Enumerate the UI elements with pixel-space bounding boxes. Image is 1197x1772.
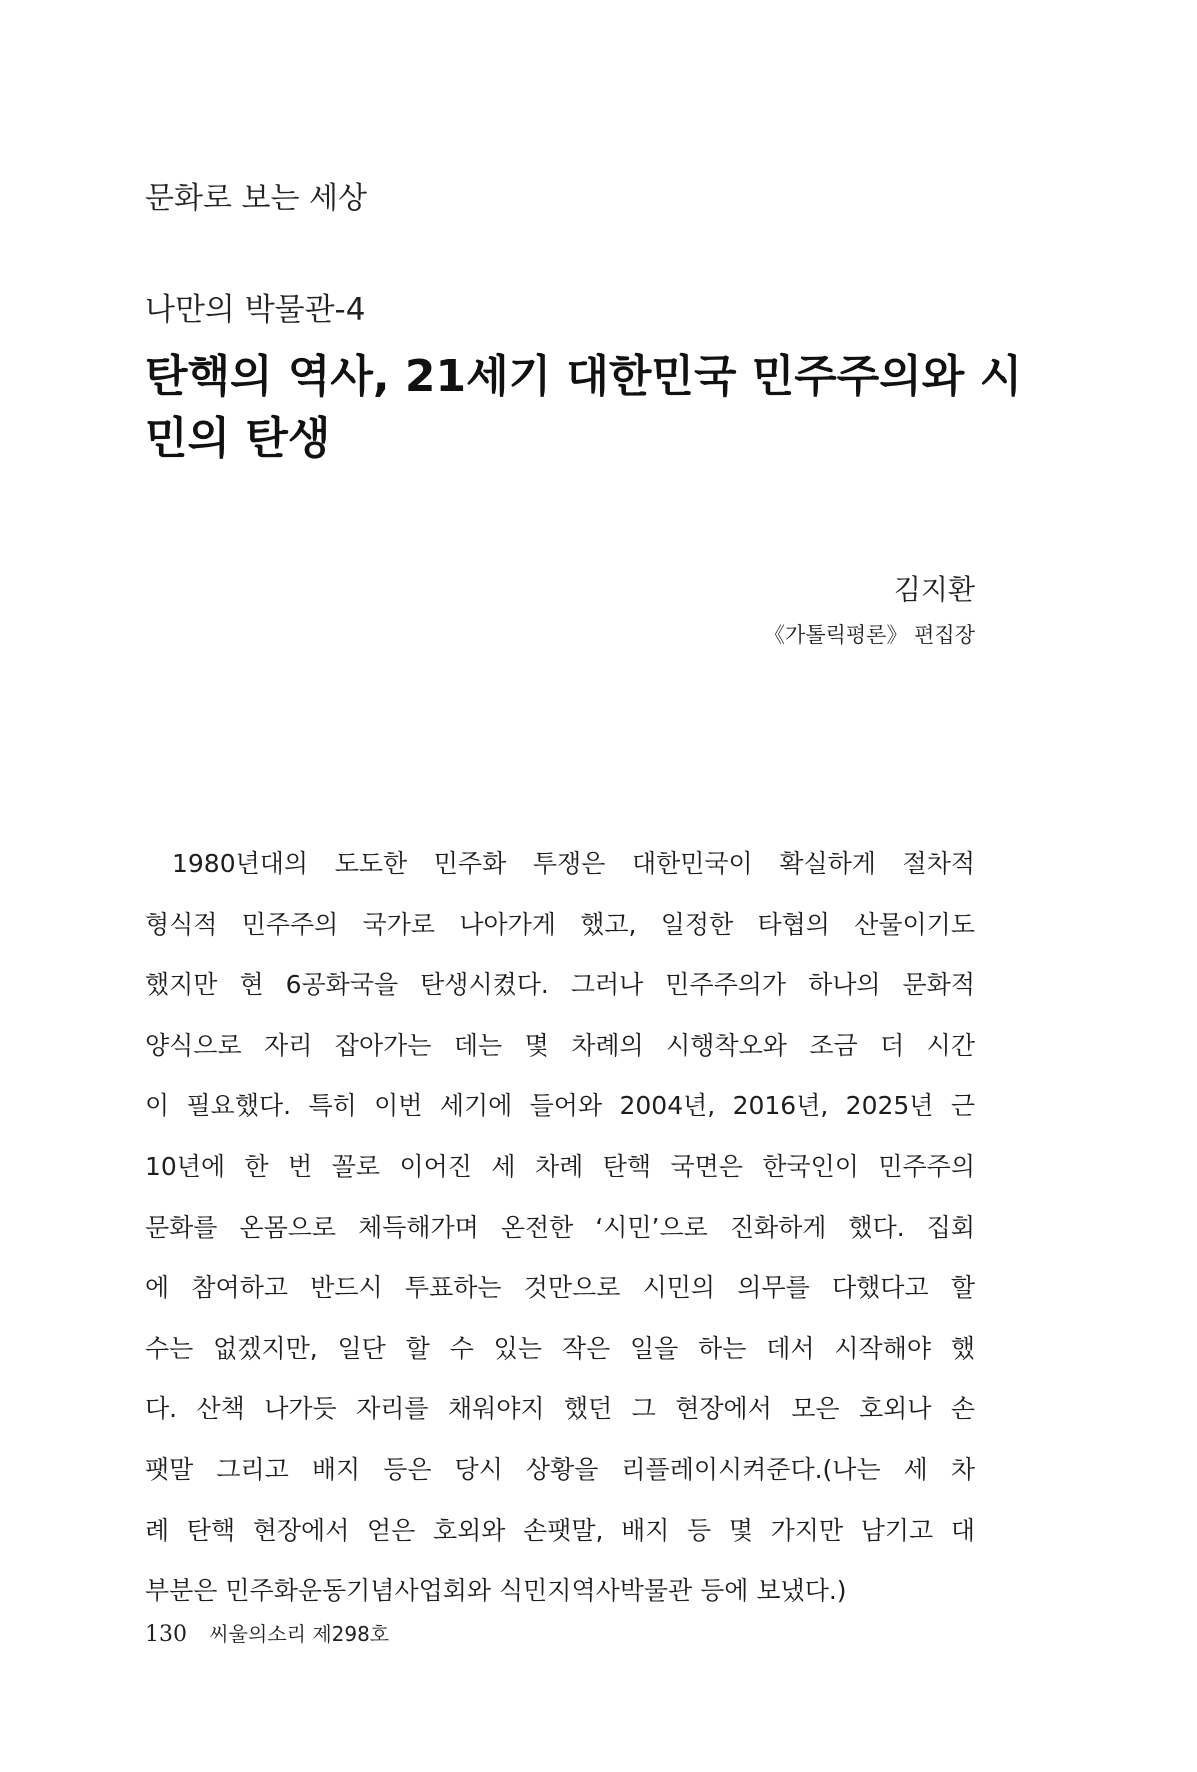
publication-name: 씨울의소리 제298호 (209, 1622, 390, 1646)
body-line: 형식적 민주주의 국가로 나아가게 했고, 일정한 타협의 산물이기도 (145, 909, 975, 939)
body-line: 1980년대의 도도한 민주화 투쟁은 대한민국이 확실하게 절차적 (172, 849, 975, 878)
author-affiliation: 《가톨릭평론》 편집장 (764, 623, 975, 647)
section-label: 문화로 보는 세상 (145, 181, 367, 216)
article-title (145, 346, 1023, 470)
article-body (145, 834, 975, 1622)
article-title-line: 민의 탄생 (145, 413, 331, 464)
body-line: 이 필요했다. 특히 이번 세기에 들어와 2004년, 2016년, 2025년 근 (145, 1091, 975, 1121)
body-line: 팻말 그리고 배지 등은 당시 상황을 리플레이시켜준다.(나는 세 차 (145, 1454, 975, 1484)
body-line: 례 탄핵 현장에서 얻은 호외와 손팻말, 배지 등 몇 가지만 남기고 대 (145, 1515, 975, 1545)
body-line: 부분은 민주화운동기념사업회와 식민지역사박물관 등에 보냈다.) (145, 1576, 847, 1606)
body-line: 했지만 현 6공화국을 탄생시켰다. 그러나 민주주의가 하나의 문화적 (145, 970, 975, 1000)
page-footer (145, 1620, 389, 1649)
body-line: 수는 없겠지만, 일단 할 수 있는 작은 일을 하는 데서 시작해야 했 (145, 1333, 975, 1363)
author-name: 김지환 (893, 573, 975, 606)
body-line: 에 참여하고 반드시 투표하는 것만으로 시민의 의무를 다했다고 할 (145, 1273, 975, 1303)
page-number: 130 (145, 1622, 187, 1647)
series-title: 나만의 박물관-4 (145, 292, 366, 328)
body-line: 10년에 한 번 꼴로 이어진 세 차례 탄핵 국면은 한국인이 민주주의 (145, 1151, 975, 1181)
body-line: 다. 산책 나가듯 자리를 채워야지 했던 그 현장에서 모은 호외나 손 (145, 1394, 975, 1424)
body-line: 양식으로 자리 잡아가는 데는 몇 차례의 시행착오와 조금 더 시간 (145, 1030, 975, 1060)
body-line: 문화를 온몸으로 체득해가며 온전한 ‘시민’으로 진화하게 했다. 집회 (145, 1212, 975, 1242)
article-title-line: 탄핵의 역사, 21세기 대한민국 민주주의와 시 (145, 351, 1023, 402)
